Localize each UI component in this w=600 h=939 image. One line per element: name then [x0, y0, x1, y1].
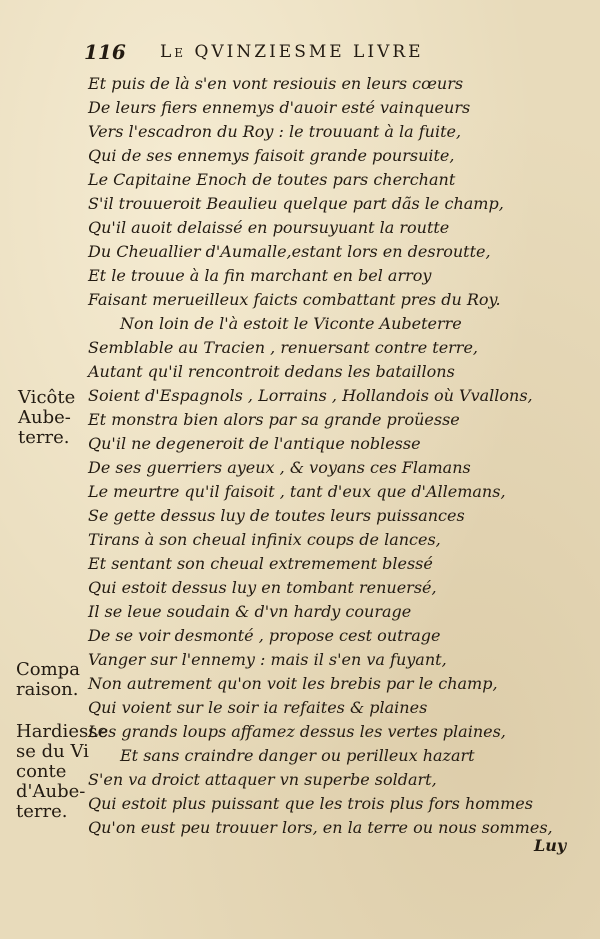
margin-note-line: conte	[16, 761, 67, 782]
verse-line: S'en va droict attaquer vn superbe soldart,	[88, 770, 437, 789]
verse-line: S'il trouueroit Beaulieu quelque part dãs le champ,	[88, 194, 504, 213]
verse-line: De ses guerriers ayeux , & voyans ces Flamans	[88, 458, 471, 477]
margin-note-comparaison	[16, 660, 80, 700]
margin-note-line: d'Aube-	[16, 781, 86, 802]
margin-note-line: Hardiesse	[16, 721, 109, 742]
verse-line: Et le trouue à la fin marchant en bel arroy	[88, 266, 432, 285]
verse-line: Et sans craindre danger ou perilleux hazart	[120, 746, 475, 765]
verse-line: Tirans à son cheual infinix coups de lances,	[88, 530, 441, 549]
verse-line: Qui estoit plus puissant que les trois plus fors hommes	[88, 794, 533, 813]
running-head: Le QVINZIESME LIVRE	[160, 42, 424, 62]
verse-line: Vanger sur l'ennemy : mais il s'en va fuyant,	[88, 650, 447, 669]
verse-line: Soient d'Espagnols , Lorrains , Hollandois où Vvallons,	[88, 386, 533, 405]
verse-line: Et sentant son cheual extremement blessé	[88, 554, 433, 573]
verse-line: Non loin de l'à estoit le Viconte Aubeterre	[120, 314, 462, 333]
margin-note-hardiesse	[16, 722, 108, 822]
verse-line: Il se leue soudain & d'vn hardy courage	[88, 602, 412, 621]
verse-line: Autant qu'il rencontroit dedans les bataillons	[88, 362, 455, 381]
verse-line: Qu'on eust peu trouuer lors, en la terre ou nous sommes,	[88, 818, 553, 837]
verse-line: Non autrement qu'on voit les brebis par le champ,	[88, 674, 498, 693]
verse-line: Qu'il auoit delaissé en poursuyuant la routte	[88, 218, 450, 237]
margin-note-line: terre.	[18, 427, 70, 448]
margin-note-line: Compa	[16, 659, 80, 680]
verse-line: Qui de ses ennemys faisoit grande poursuite,	[88, 146, 455, 165]
verse-line: Et monstra bien alors par sa grande proüesse	[88, 410, 460, 429]
margin-note-line: se du Vi	[16, 741, 89, 762]
margin-note-line: Aube-	[18, 407, 71, 428]
verse-line: Le meurtre qu'il faisoit , tant d'eux que d'Allemans,	[88, 482, 506, 501]
verse-line: Semblable au Tracien , renuersant contre terre,	[88, 338, 479, 357]
verse-line: Faisant merueilleux faicts combattant pres du Roy.	[88, 290, 501, 309]
margin-note-line: Vicôte	[18, 387, 76, 408]
verse-line: Qu'il ne degeneroit de l'antique noblesse	[88, 434, 421, 453]
catchword: Luy	[534, 836, 567, 855]
verse-line: Qui voient sur le soir ia refaites & plaines	[88, 698, 428, 717]
verse-line: De leurs fiers ennemys d'auoir esté vainqueurs	[88, 98, 471, 117]
margin-note-viconte	[18, 388, 75, 448]
verse-line: Du Cheuallier d'Aumalle,estant lors en desroutte,	[88, 242, 491, 261]
verse-line: Et puis de là s'en vont resiouis en leurs cœurs	[88, 74, 464, 93]
verse-line: Les grands loups affamez dessus les vertes plaines,	[88, 722, 506, 741]
page-number: 116	[84, 40, 126, 64]
verse-line: Le Capitaine Enoch de toutes pars cherchant	[88, 170, 456, 189]
verse-line: Vers l'escadron du Roy : le trouuant à la fuite,	[88, 122, 462, 141]
verse-line: Qui estoit dessus luy en tombant renuersé,	[88, 578, 437, 597]
verse-line: Se gette dessus luy de toutes leurs puissances	[88, 506, 465, 525]
verse-line: De se voir desmonté , propose cest outrage	[88, 626, 441, 645]
margin-note-line: raison.	[16, 679, 79, 700]
margin-note-line: terre.	[16, 801, 68, 822]
